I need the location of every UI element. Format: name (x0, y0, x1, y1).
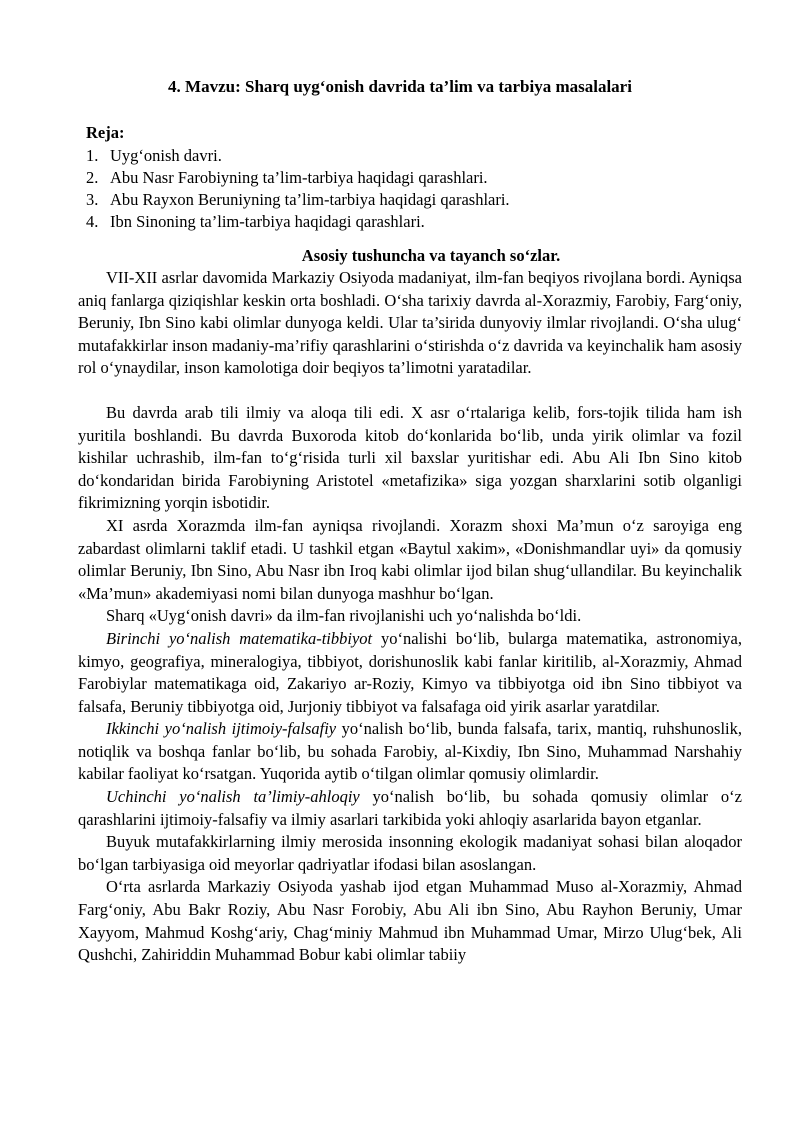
paragraph: Sharq «Uyg‘onish davri» da ilm-fan rivojlanishi uch yo‘nalishda bo‘ldi. (106, 606, 582, 626)
paragraph-text: yo‘nalish bo‘lib, bu sohada qomusiy olimlar o‘z qarashlarini ijtimoiy-falsafiy va ilmiy asarlari tarkibida yoki ahloqiy asarlarida bayon etganlar. (78, 787, 742, 829)
paragraph: Buyuk mutafakkirlarning ilmiy merosida insonning ekologik madaniyat sohasi bilan aloqador bo‘lgan tarbiyasiga oid meyorlar qadriyatlar ifodasi bilan asoslangan. (78, 832, 742, 874)
direction-lead: Uchinchi yo‘nalish ta’limiy-ahloqiy (106, 787, 360, 807)
plan-item-text: Ibn Sinoning ta’lim-tarbiya haqidagi qarashlari. (110, 212, 425, 231)
direction-lead: Ikkinchi yo‘nalish ijtimoiy-falsafiy (106, 719, 337, 739)
plan-heading: Reja: (86, 123, 125, 142)
plan-item-text: Abu Nasr Farobiyning ta’lim-tarbiya haqidagi qarashlari. (110, 168, 488, 187)
plan-item (86, 211, 510, 233)
body-text (78, 267, 742, 967)
plan-item (86, 145, 510, 167)
plan-item-text: Abu Rayxon Beruniyning ta’lim-tarbiya haqidagi qarashlari. (110, 190, 510, 209)
paragraph-text: yo‘nalishi bo‘lib, bularga matematika, astronomiya, kimyo, geografiya, mineralogiya, tibbiyot, dorishunoslik kabi fanlar kiritilib, al-Xorazmiy, Ahmad Farobiylar matematikaga oid, Zakariyo ar-Roziy, Kimyo va tibbiyotga oid ibn Sino tibbiyot va falsafa, Beruniy tibbiyotga oid, Jurjoniy tibbiyot va falsafaga oid yirik asarlar yaratdilar. (78, 628, 742, 716)
paragraph (78, 628, 742, 718)
paragraph: Bu davrda arab tili ilmiy va aloqa tili edi. X asr o‘rtalariga kelib, fors-tojik tilida ham ish yuritila boshlandi. Bu davrda Buxoroda kitob do‘konlarida bo‘lib, unda yirik olimlar va fozil kishilar uchrashib, ilm-fan to‘g‘risida turli xil baxslar yuritishar edi. Abu Ali Ibn Sino kitob do‘kondaridan birida Farobiyning Aristotel «metafizika» siga yozgan sharxlarini sotib olganligi fikrimizning yorqin isbotidir. (78, 402, 742, 513)
paragraph: XI asrda Xorazmda ilm-fan ayniqsa rivojlandi. Xorazm shoxi Ma’mun o‘z saroyiga eng zabardast olimlarni taklif etadi. U tashkil etgan «Baytul xakim», «Donishmandlar uyi» da qomusiy olimlar Beruniy, Ibn Sino, Abu Nasr ibn Iroq kabi olimlar ijod bilan shug‘ullandilar. Bu keyinchalik «Ma’mun» akademiyasi nomi bilan dunyoga mashhur bo‘lgan. (78, 515, 742, 603)
paragraph (78, 786, 742, 831)
paragraph: VII-XII asrlar davomida Markaziy Osiyoda madaniyat, ilm-fan beqiyos rivojlana bordi. Ayniqsa aniq fanlarga qiziqishlar keskin orta boshladi. O‘sha tarixiy davrda al-Xorazmiy, Farobiy, Farg‘oniy, Beruniy, Ibn Sino kabi olimlar dunyoga keldi. Ular ta’sirida dunyoviy ilmlar rivojlandi. O‘sha ulug‘ mutafakkirlar inson madaniy-ma’rifiy qarashlarini o‘stirishda o‘z davrida va keyinchalik ham asosiy rol o‘ynaydilar, inson kamolotiga doir beqiyos ta’limotni yaratadilar. (78, 268, 742, 378)
topic-title: 4. Mavzu: Sharq uyg‘onish davrida ta’lim va tarbiya masalalari (168, 77, 632, 96)
paragraph: O‘rta asrlarda Markaziy Osiyoda yashab ijod etgan Muhammad Muso al-Xorazmiy, Ahmad Farg‘oniy, Abu Bakr Roziy, Abu Nasr Forobiy, Abu Ali ibn Sino, Abu Rayhon Beruniy, Umar Xayyom, Mahmud Koshg‘ariy, Chag‘miniy Mahmud ibn Muhammad Umar, Mirzo Ulug‘bek, Ali Qushchi, Zahiriddin Muhammad Bobur kabi olimlar tabiiy (78, 877, 742, 965)
plan-item-number: 4. (86, 212, 99, 231)
plan-item (86, 167, 510, 189)
plan-section (86, 122, 510, 233)
plan-item (86, 189, 510, 211)
paragraph-text: yo‘nalish bo‘lib, bunda falsafa, tarix, mantiq, ruhshunoslik, notiqlik va boshqa fanlar bo‘lib, bu sohada Farobiy, al-Kixdiy, Ibn Sino, Muhammad Narshahiy kabilar faoliyat ko‘rsatgan. Yuqorida aytib o‘tilgan olimlar qomusiy olimlardir. (78, 719, 742, 784)
plan-item-number: 3. (86, 190, 99, 209)
concepts-heading: Asosiy tushuncha va tayanch so‘zlar. (301, 246, 561, 265)
plan-item-number: 1. (86, 146, 99, 165)
plan-item-text: Uyg‘onish davri. (110, 146, 222, 165)
paragraph (78, 718, 742, 786)
plan-item-number: 2. (86, 168, 99, 187)
direction-lead: Birinchi yo‘nalish matematika-tibbiyot (106, 628, 373, 648)
